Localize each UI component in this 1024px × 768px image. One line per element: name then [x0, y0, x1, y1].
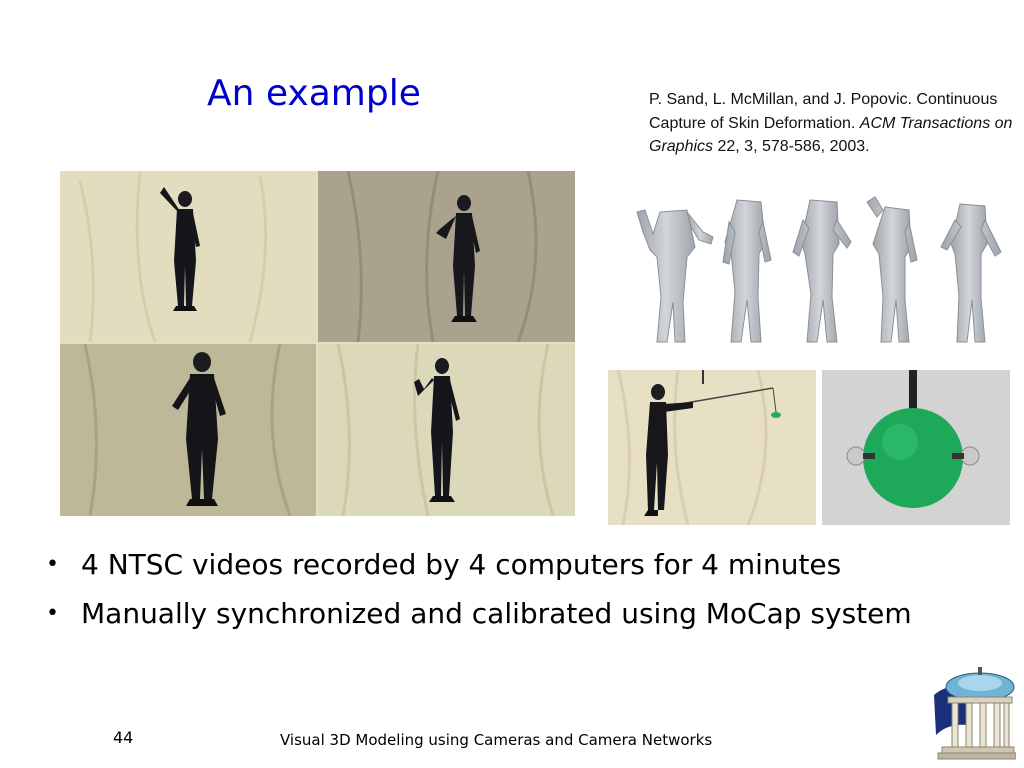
bullet-dot: • [46, 552, 59, 577]
bullet-dot: • [46, 601, 59, 626]
mocap-subject-photo [608, 370, 816, 525]
citation-journal: ACM Transactions on Graphics [649, 114, 1013, 155]
video-frame-4 [318, 344, 575, 516]
video-frame-3 [60, 344, 316, 516]
slide-title: An example [207, 73, 421, 114]
mocap-marker-ball-photo [822, 370, 1010, 525]
video-frame-2 [318, 171, 575, 342]
footer-course-title: Visual 3D Modeling using Cameras and Camera Networks [280, 731, 713, 749]
citation-details: 22, 3, 578-586, 2003. [713, 138, 870, 155]
bullet-text: 4 NTSC videos recorded by 4 computers for 4 minutes [81, 548, 842, 581]
citation-authors-title: P. Sand, L. McMillan, and J. Popovic. Continuous Capture of Skin Deformation. [649, 91, 998, 132]
video-frame-1 [60, 171, 316, 342]
bullet-item [46, 592, 912, 641]
bullet-item [46, 543, 912, 592]
bullet-list [46, 543, 912, 641]
bullet-text: Manually synchronized and calibrated using MoCap system [81, 597, 912, 630]
video-grid [60, 171, 575, 516]
old-well-logo [928, 665, 1016, 763]
page-number: 44 [113, 728, 134, 747]
citation [649, 88, 1019, 159]
mesh-pose-strip [625, 192, 1015, 352]
